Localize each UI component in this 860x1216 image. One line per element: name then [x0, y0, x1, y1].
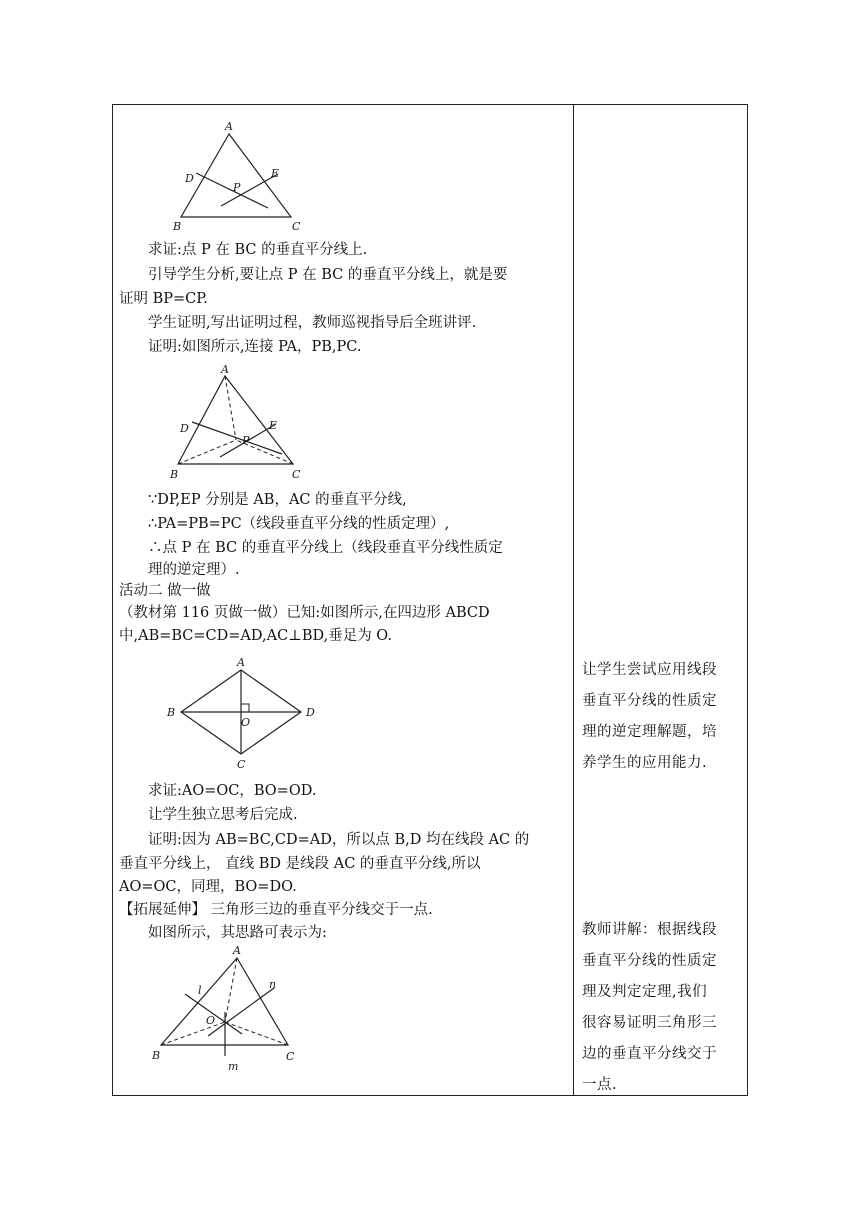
segment-oa: [225, 958, 237, 1022]
text-prove-ao-oc: 求证:AO=OC，BO=OD.: [148, 783, 317, 799]
segment-oc: [225, 1022, 288, 1045]
label-c: C: [237, 758, 246, 771]
side-note-2-line: 理及判定定理,我们: [582, 984, 708, 1000]
side-column: [574, 104, 747, 1094]
label-l: l: [198, 984, 202, 997]
label-m: m: [228, 1060, 239, 1073]
text-guide-analysis-cont: 证明 BP=CP.: [119, 291, 208, 307]
text-therefore-1: ∴PA=PB=PC（线段垂直平分线的性质定理）,: [148, 516, 450, 532]
label-c: C: [286, 1050, 295, 1063]
side-note-2: [582, 915, 744, 1101]
text-therefore-2: ∴点 P 在 BC 的垂直平分线上（线段垂直平分线性质定: [148, 540, 503, 556]
side-note-2-line: 教师讲解：根据线段: [582, 922, 717, 938]
figure-circumcenter: [148, 936, 308, 1076]
side-note-1-line: 理的逆定理解题，培: [582, 724, 717, 740]
text-prove-statement: 求证:点 P 在 BC 的垂直平分线上.: [148, 242, 368, 258]
side-note-2-line: 很容易证明三角形三: [582, 1015, 717, 1031]
label-a: A: [233, 944, 241, 957]
text-given-cont: 中,AB=BC=CD=AD,AC⊥BD,垂足为 O.: [119, 628, 392, 644]
label-e: E: [271, 167, 280, 180]
text-given: （教材第 116 页做一做）已知:如图所示,在四边形 ABCD: [119, 605, 490, 621]
extension-heading: 【拓展延伸】 三角形三边的垂直平分线交于一点.: [119, 902, 433, 918]
segment-pb: [178, 440, 236, 464]
label-a: A: [225, 120, 233, 133]
bisector-dp: [196, 173, 268, 208]
bisector-n: [208, 988, 274, 1036]
side-note-1: [582, 655, 744, 779]
label-d: D: [180, 422, 189, 435]
figure-triangle-perpendicular-bisectors: [171, 118, 311, 233]
text-student-proof: 学生证明,写出证明过程，教师巡视指导后全班讲评.: [148, 315, 477, 331]
label-b: B: [173, 220, 182, 233]
figure-triangle-with-point-p: [168, 362, 313, 482]
side-note-2-line: 边的垂直平分线交于: [582, 1046, 717, 1062]
text-idea: 如图所示，其思路可表示为:: [148, 925, 327, 941]
main-column: [113, 104, 572, 1094]
side-note-1-line: 让学生尝试应用线段: [582, 662, 717, 678]
label-o: O: [206, 1014, 216, 1027]
text-proof-rhombus-cont: 垂直平分线上， 直线 BD 是线段 AC 的垂直平分线,所以: [119, 856, 481, 872]
label-a: A: [237, 656, 245, 669]
label-p: P: [233, 181, 241, 194]
side-note-1-line: 养学生的应用能力.: [582, 755, 708, 771]
label-o: O: [241, 716, 251, 729]
right-angle-mark: [241, 704, 249, 712]
bisector-ep: [221, 174, 278, 206]
label-b: B: [170, 468, 179, 481]
label-d: D: [185, 172, 194, 185]
text-because: ∵DP,EP 分别是 AB，AC 的垂直平分线,: [148, 492, 407, 508]
label-b: B: [167, 706, 176, 719]
text-proof-rhombus: 证明:因为 AB=BC,CD=AD，所以点 B,D 均在线段 AC 的: [148, 832, 530, 848]
text-proof-start: 证明:如图所示,连接 PA，PB,PC.: [148, 339, 362, 355]
figure-2-svg: [168, 362, 313, 482]
text-proof-rhombus-end: AO=OC，同理，BO=DO.: [119, 879, 297, 895]
label-b: B: [152, 1049, 161, 1062]
text-guide-analysis: 引导学生分析,要让点 P 在 BC 的垂直平分线上，就是要: [148, 267, 508, 283]
side-note-2-line: 垂直平分线的性质定: [582, 953, 717, 969]
text-therefore-2-cont: 理的逆定理）.: [148, 562, 240, 578]
text-think: 让学生独立思考后完成.: [148, 807, 298, 823]
label-p: P: [242, 434, 250, 447]
side-note-1-line: 垂直平分线的性质定: [582, 693, 717, 709]
label-n: n: [269, 978, 277, 991]
figure-rhombus: [163, 654, 333, 779]
label-e: E: [269, 419, 278, 432]
figure-4-svg: [148, 936, 308, 1076]
label-c: C: [292, 468, 301, 481]
label-c: C: [292, 220, 301, 233]
figure-3-svg: [163, 654, 333, 779]
label-a: A: [221, 363, 229, 376]
activity-2-heading: 活动二 做一做: [119, 583, 211, 599]
label-d: D: [306, 706, 315, 719]
figure-1-svg: [171, 118, 311, 233]
segment-pa: [225, 376, 236, 440]
side-note-2-line: 一点.: [582, 1077, 618, 1093]
